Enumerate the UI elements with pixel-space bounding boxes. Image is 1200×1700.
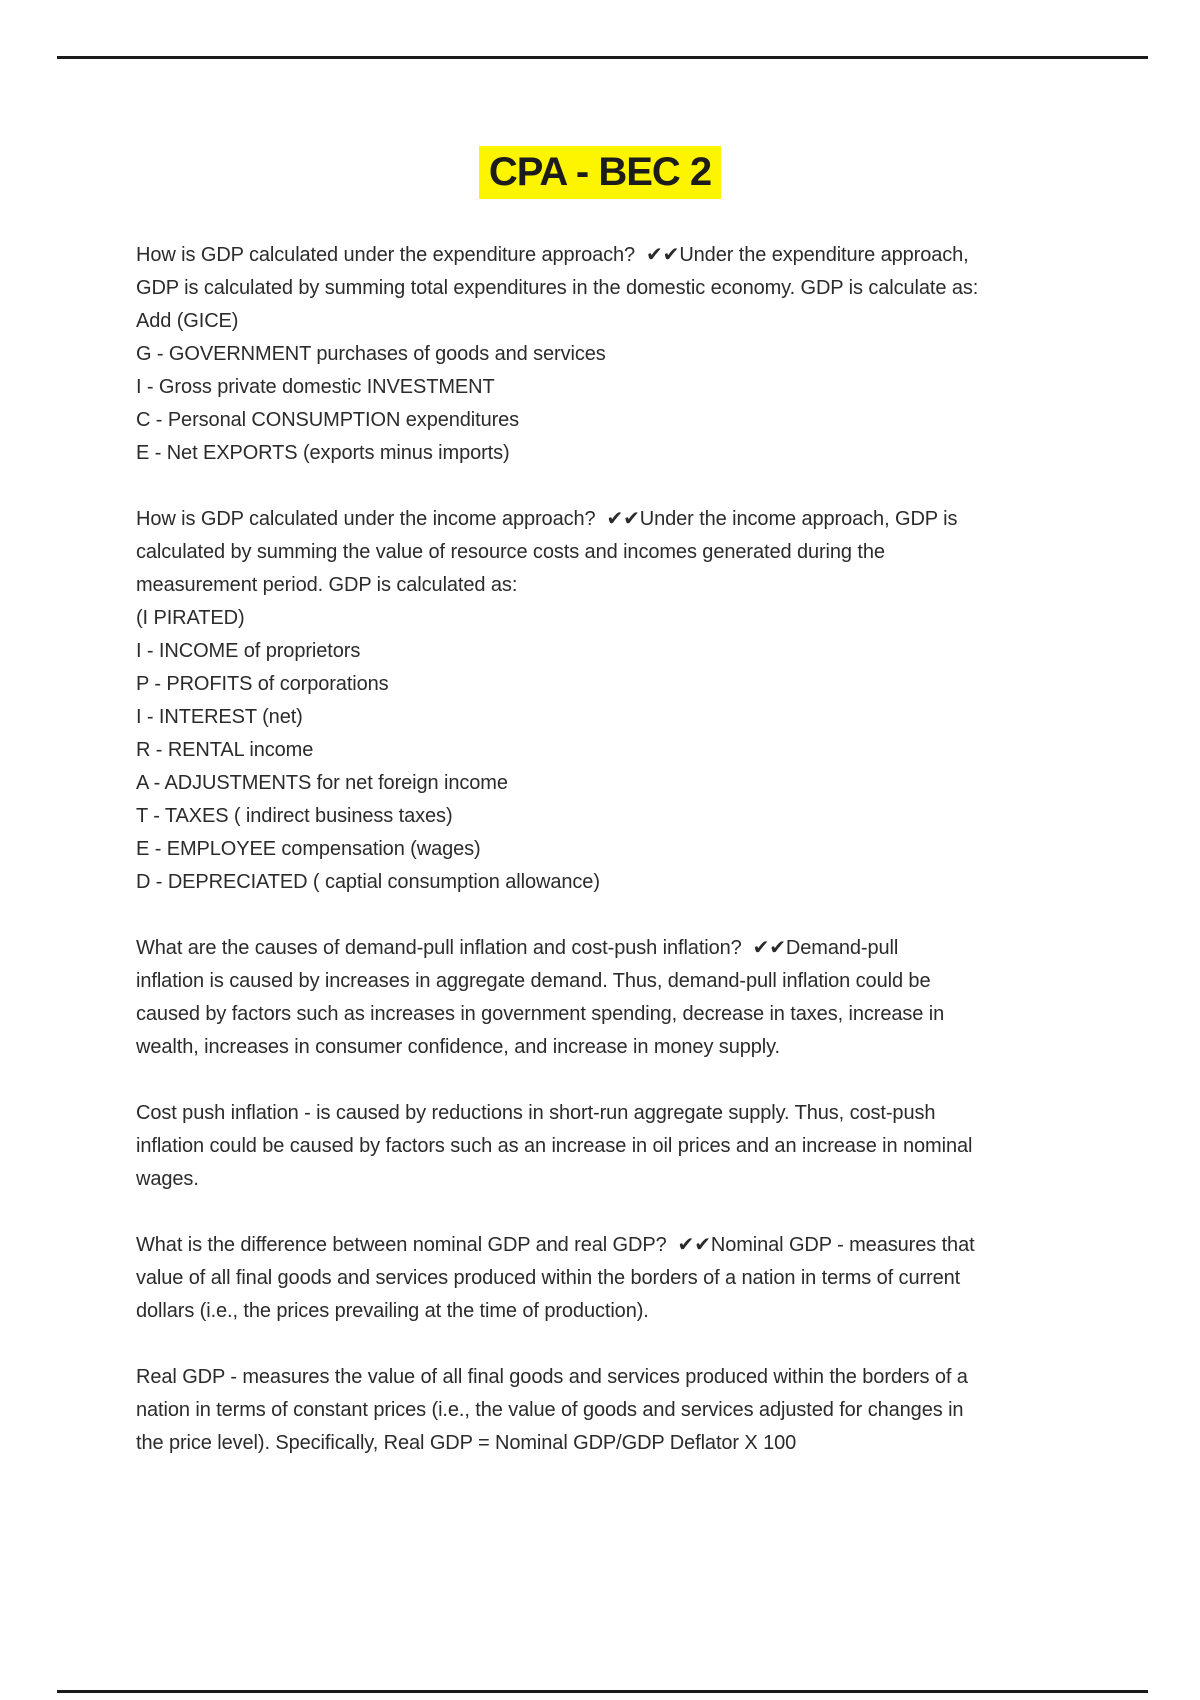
qa-paragraph-expenditure-approach xyxy=(136,239,1076,470)
text-line: inflation is caused by increases in aggregate demand. Thus, demand-pull inflation could be xyxy=(136,970,931,992)
text-line: How is GDP calculated under the income approach? ✔✔Under the income approach, GDP is xyxy=(136,508,958,530)
top-horizontal-rule xyxy=(57,56,1148,59)
text-line: nation in terms of constant prices (i.e., the value of goods and services adjusted for changes in xyxy=(136,1399,964,1421)
text-line: G - GOVERNMENT purchases of goods and services xyxy=(136,343,606,365)
qa-paragraph-demand-pull-inflation xyxy=(136,932,1076,1064)
text-line: I - Gross private domestic INVESTMENT xyxy=(136,376,495,398)
text-line: value of all final goods and services produced within the borders of a nation in terms of current xyxy=(136,1267,961,1289)
bottom-horizontal-rule xyxy=(57,1690,1148,1693)
text-line: C - Personal CONSUMPTION expenditures xyxy=(136,409,520,431)
text-line: wealth, increases in consumer confidence, and increase in money supply. xyxy=(136,1036,780,1058)
text-line: Add (GICE) xyxy=(136,310,239,332)
qa-paragraph-cost-push-inflation xyxy=(136,1097,1076,1196)
text-line: What is the difference between nominal GDP and real GDP? ✔✔Nominal GDP - measures that xyxy=(136,1234,975,1256)
text-line: wages. xyxy=(136,1168,199,1190)
text-line: A - ADJUSTMENTS for net foreign income xyxy=(136,772,508,794)
qa-paragraph-nominal-gdp xyxy=(136,1229,1076,1328)
qa-paragraph-real-gdp xyxy=(136,1361,1076,1460)
title-row xyxy=(0,146,1200,199)
text-line: What are the causes of demand-pull inflation and cost-push inflation? ✔✔Demand-pull xyxy=(136,937,899,959)
text-line: D - DEPRECIATED ( captial consumption allowance) xyxy=(136,871,600,893)
text-line: Real GDP - measures the value of all final goods and services produced within the borders of a xyxy=(136,1366,968,1388)
text-line: E - Net EXPORTS (exports minus imports) xyxy=(136,442,510,464)
text-line: GDP is calculated by summing total expenditures in the domestic economy. GDP is calculate as: xyxy=(136,277,979,299)
text-line: caused by factors such as increases in government spending, decrease in taxes, increase in xyxy=(136,1003,945,1025)
page-title: CPA - BEC 2 xyxy=(479,146,721,199)
text-line: E - EMPLOYEE compensation (wages) xyxy=(136,838,481,860)
text-line: the price level). Specifically, Real GDP = Nominal GDP/GDP Deflator X 100 xyxy=(136,1432,797,1454)
text-line: Cost push inflation - is caused by reductions in short-run aggregate supply. Thus, cost-push xyxy=(136,1102,936,1124)
text-line: T - TAXES ( indirect business taxes) xyxy=(136,805,453,827)
document-body xyxy=(136,239,1076,1493)
qa-paragraph-income-approach xyxy=(136,503,1076,899)
text-line: dollars (i.e., the prices prevailing at the time of production). xyxy=(136,1300,649,1322)
text-line: inflation could be caused by factors such as an increase in oil prices and an increase in nominal xyxy=(136,1135,973,1157)
text-line: I - INTEREST (net) xyxy=(136,706,303,728)
text-line: How is GDP calculated under the expenditure approach? ✔✔Under the expenditure approach, xyxy=(136,244,969,266)
text-line: (I PIRATED) xyxy=(136,607,245,629)
text-line: I - INCOME of proprietors xyxy=(136,640,361,662)
text-line: calculated by summing the value of resource costs and incomes generated during the xyxy=(136,541,885,563)
text-line: R - RENTAL income xyxy=(136,739,314,761)
text-line: P - PROFITS of corporations xyxy=(136,673,389,695)
text-line: measurement period. GDP is calculated as: xyxy=(136,574,518,596)
